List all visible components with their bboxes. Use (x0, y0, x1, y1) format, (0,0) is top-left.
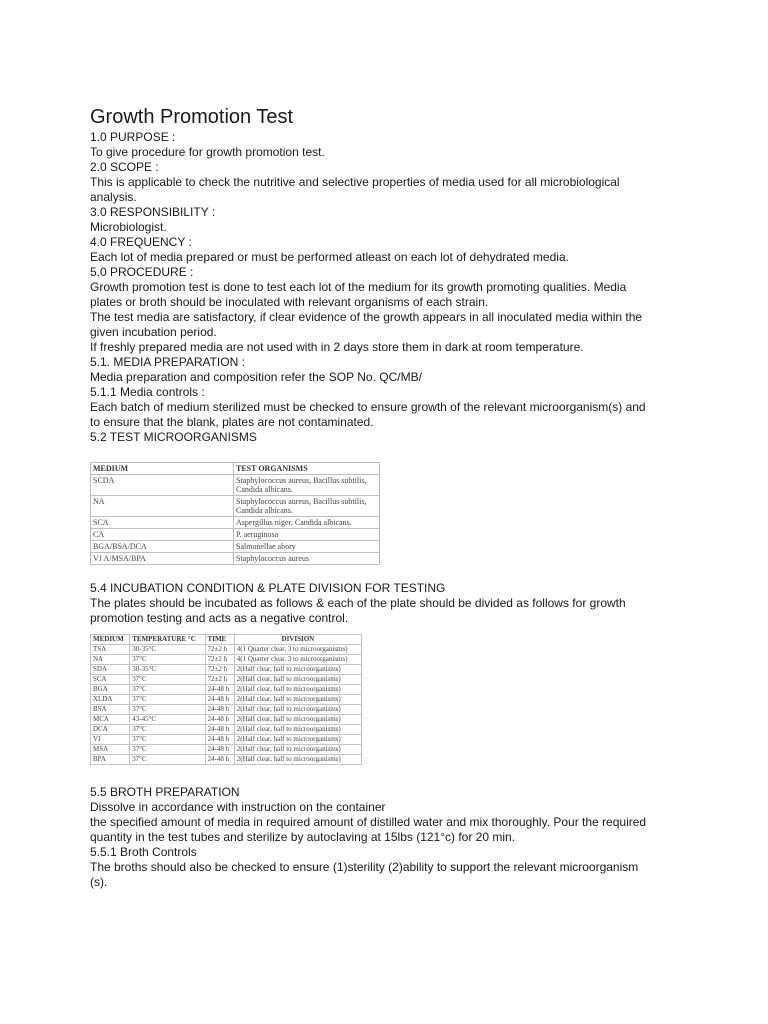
frequency-heading: 4.0 FREQUENCY : (90, 235, 192, 249)
table-cell-medium: VJ A/MSA/BPA (91, 553, 234, 565)
media-preparation-text: Media preparation and composition refer the SOP No. QC/MB/ (90, 370, 422, 384)
table-row (91, 735, 362, 745)
table-cell-medium: TSA (91, 645, 130, 655)
table-cell-time: 24-48 h (205, 755, 234, 765)
table-cell-organisms: Salmonellae abory (234, 541, 380, 553)
broth-preparation-text-2: the specified amount of media in required amount of distilled water and mix thoroughly. Pour the required (90, 815, 647, 829)
table-row (91, 529, 380, 541)
table-cell-medium: BGA/BSA/DCA (91, 541, 234, 553)
table-row (91, 755, 362, 765)
table-row (91, 695, 362, 705)
responsibility-text: Microbiologist. (90, 220, 167, 234)
table-header-row (91, 463, 380, 475)
table-cell-division: 2(Half clear, half to microorganisms) (234, 665, 361, 675)
incubation-text-2: promotion testing and acts as a negative control. (90, 611, 349, 625)
table-row (91, 496, 380, 517)
table-cell-medium: DCA (91, 725, 130, 735)
table-row (91, 655, 362, 665)
table-row (91, 715, 362, 725)
incubation-table (90, 634, 362, 765)
table-row (91, 517, 380, 529)
table-cell-division: 2(Half clear, half to microorganisms) (234, 745, 361, 755)
table-cell-division: 2(Half clear, half to microorganisms) (234, 675, 361, 685)
table-cell-temperature: 37°C (130, 675, 205, 685)
test-organisms-table (90, 462, 380, 565)
table-cell-medium: BSA (91, 705, 130, 715)
table-cell-temperature: 37°C (130, 735, 205, 745)
table-cell-division: 2(Half clear, half to microorganisms) (234, 725, 361, 735)
table-cell-time: 24-48 h (205, 715, 234, 725)
table-cell-temperature: 37°C (130, 695, 205, 705)
table-cell-division: 4(1 Quarter clear, 3 to microorganisms) (234, 655, 361, 665)
table-header-test-organisms: TEST ORGANISMS (234, 463, 380, 475)
broth-preparation-heading: 5.5 BROTH PREPARATION (90, 785, 240, 799)
purpose-text: To give procedure for growth promotion test. (90, 145, 325, 159)
table-cell-time: 24-48 h (205, 695, 234, 705)
table-cell-medium: SCA (91, 675, 130, 685)
scope-heading: 2.0 SCOPE : (90, 160, 159, 174)
table-cell-medium: NA (91, 496, 234, 517)
table-header-medium: MEDIUM (91, 635, 130, 645)
table-cell-temperature: 43-45°C (130, 715, 205, 725)
table-cell-medium: BPA (91, 755, 130, 765)
media-controls-text-1: Each batch of medium sterilized must be checked to ensure growth of the relevant microorganism(s) and (90, 400, 646, 414)
table-row (91, 541, 380, 553)
table-row (91, 675, 362, 685)
media-controls-text-2: to ensure that the blank, plates are not contaminated. (90, 415, 374, 429)
table-cell-division: 2(Half clear, half to microorganisms) (234, 735, 361, 745)
test-microorganisms-heading: 5.2 TEST MICROORGANISMS (90, 430, 257, 444)
page-title: Growth Promotion Test (90, 106, 294, 128)
table-header-medium: MEDIUM (91, 463, 234, 475)
responsibility-heading: 3.0 RESPONSIBILITY : (90, 205, 216, 219)
table-cell-medium: CA (91, 529, 234, 541)
table-cell-temperature: 37°C (130, 725, 205, 735)
document-page (90, 104, 680, 890)
table-cell-time: 24-48 h (205, 705, 234, 715)
broth-controls-heading: 5.5.1 Broth Controls (90, 845, 197, 859)
table-row (91, 685, 362, 695)
table-cell-medium: SDA (91, 665, 130, 675)
procedure-heading: 5.0 PROCEDURE : (90, 265, 194, 279)
broth-preparation-text-1: Dissolve in accordance with instruction on the container (90, 800, 386, 814)
media-controls-heading: 5.1.1 Media controls : (90, 385, 205, 399)
table-cell-organisms: Staphylococcus aureus, Bacillus subtilis, Candida albicans. (234, 496, 380, 517)
table-cell-medium: XLDA (91, 695, 130, 705)
table-cell-medium: NA (91, 655, 130, 665)
table-cell-medium: MSA (91, 745, 130, 755)
table-cell-medium: BGA (91, 685, 130, 695)
table-cell-temperature: 37°C (130, 705, 205, 715)
table-header-time: TIME (205, 635, 234, 645)
procedure-text-4: given incubation period. (90, 325, 217, 339)
table-cell-time: 72±2 h (205, 675, 234, 685)
table-cell-organisms: P. aeruginosa (234, 529, 380, 541)
table-cell-medium: SCA (91, 517, 234, 529)
table-cell-temperature: 37°C (130, 685, 205, 695)
table-cell-time: 72±2 h (205, 645, 234, 655)
table-cell-medium: VJ (91, 735, 130, 745)
table-header-temperature: TEMPERATURE °C (130, 635, 205, 645)
frequency-text: Each lot of media prepared or must be performed atleast on each lot of dehydrated media. (90, 250, 569, 264)
table-cell-division: 2(Half clear, half to microorganisms) (234, 695, 361, 705)
table-cell-time: 24-48 h (205, 685, 234, 695)
table-row (91, 745, 362, 755)
table-cell-medium: SCDA (91, 475, 234, 496)
table-header-row (91, 635, 362, 645)
broth-controls-text-1: The broths should also be checked to ensure (1)sterility (2)ability to support the relevant microorganism (90, 860, 639, 874)
table-cell-organisms: Aspergillus niger, Candida albicans. (234, 517, 380, 529)
table-row (91, 665, 362, 675)
table-row (91, 725, 362, 735)
procedure-text-5: If freshly prepared media are not used with in 2 days store them in dark at room temperature. (90, 340, 584, 354)
table-cell-temperature: 30-35°C (130, 645, 205, 655)
table-cell-division: 2(Half clear, half to microorganisms) (234, 755, 361, 765)
table-cell-medium: MCA (91, 715, 130, 725)
table-row (91, 553, 380, 565)
broth-preparation-text-3: quantity in the test tubes and sterilize by autoclaving at 15lbs (121°c) for 20 min. (90, 830, 516, 844)
incubation-text-1: The plates should be incubated as follows & each of the plate should be divided as follows for growth (90, 596, 626, 610)
media-preparation-heading: 5.1. MEDIA PREPARATION : (90, 355, 245, 369)
broth-controls-text-2: (s). (90, 875, 108, 889)
procedure-text-1: Growth promotion test is done to test each lot of the medium for its growth promoting qualities. Media (90, 280, 627, 294)
table-cell-time: 24-48 h (205, 725, 234, 735)
table-cell-temperature: 37°C (130, 655, 205, 665)
purpose-heading: 1.0 PURPOSE : (90, 130, 176, 144)
table-cell-time: 72±2 h (205, 655, 234, 665)
table-row (91, 705, 362, 715)
table-cell-time: 72±2 h (205, 665, 234, 675)
scope-text-2: analysis. (90, 190, 137, 204)
table-header-division: DIVISION (234, 635, 361, 645)
procedure-text-3: The test media are satisfactory, if clear evidence of the growth appears in all inoculated media within the (90, 310, 643, 324)
table-cell-division: 2(Half clear, half to microorganisms) (234, 715, 361, 725)
table-cell-division: 2(Half clear, half to microorganisms) (234, 705, 361, 715)
table-cell-temperature: 37°C (130, 755, 205, 765)
table-cell-time: 24-48 h (205, 745, 234, 755)
procedure-text-2: plates or broth should be inoculated with relevant organisms of each strain. (90, 295, 489, 309)
table-cell-organisms: Staphylococcus aureus, Bacillus subtilis, Candida albicans. (234, 475, 380, 496)
table-cell-temperature: 30-35°C (130, 665, 205, 675)
scope-text-1: This is applicable to check the nutritive and selective properties of media used for all microbiological (90, 175, 620, 189)
table-row (91, 645, 362, 655)
table-cell-time: 24-48 h (205, 735, 234, 745)
table-cell-division: 4(1 Quarter clear, 3 to microorganisms) (234, 645, 361, 655)
table-row (91, 475, 380, 496)
table-cell-organisms: Staphylococcus aureus (234, 553, 380, 565)
table-cell-division: 2(Half clear, half to microorganisms) (234, 685, 361, 695)
table-cell-temperature: 37°C (130, 745, 205, 755)
incubation-heading: 5.4 INCUBATION CONDITION & PLATE DIVISION FOR TESTING (90, 581, 446, 595)
